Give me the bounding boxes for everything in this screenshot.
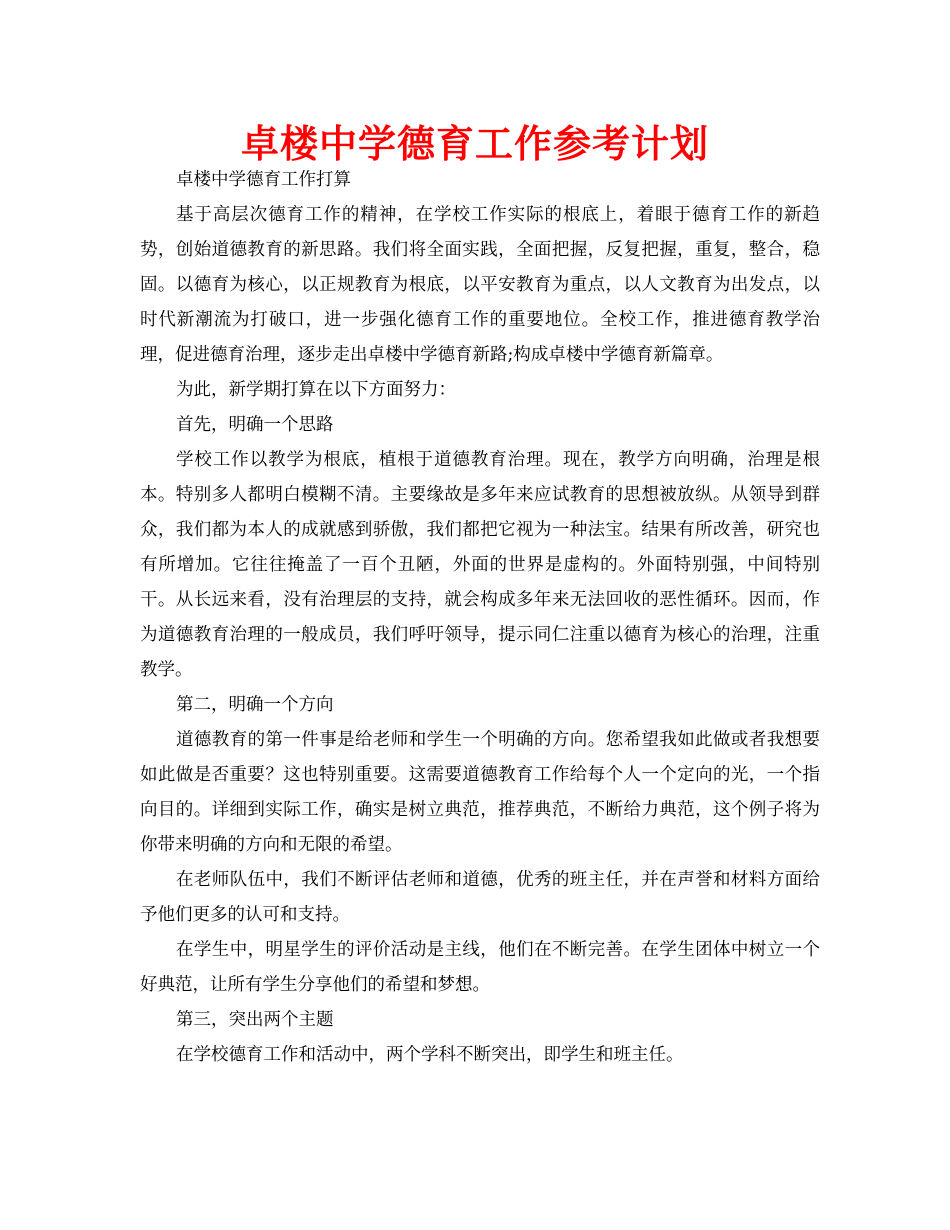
section-heading: 第三，突出两个主题 — [176, 1010, 334, 1030]
section-heading: 首先，明确一个思路 — [176, 415, 334, 435]
paragraph: 在老师队伍中，我们不断评估老师和道德，优秀的班主任，并在声誉和材料方面给予他们更多的认可和支持。 — [140, 870, 820, 925]
paragraph: 道德教育的第一件事是给老师和学生一个明确的方向。您希望我如此做或者我想要如此做是否重要？这也特别重要。这需要道德教育工作给每个人一个定向的光，一个指向目的。详细到实际工作，确实是树立典范，推荐典范，不断给力典范，这个例子将为你带来明确的方向和无限的希望。 — [140, 730, 820, 855]
paragraph: 学校工作以教学为根底，植根于道德教育治理。现在，教学方向明确，治理是根本。特别多人都明白模糊不清。主要缘故是多年来应试教育的思想被放纵。从领导到群众，我们都为本人的成就感到骄傲，我们都把它视为一种法宝。结果有所改善，研究也有所增加。它往往掩盖了一百个丑陋，外面的世界是虚构的。外面特别强，中间特别干。从长远来看，没有治理层的支持，就会构成多年来无法回收的恶性循环。因而，作为道德教育治理的一般成员，我们呼吁领导，提示同仁注重以德育为核心的治理，注重教学。 — [140, 450, 820, 680]
paragraph: 基于高层次德育工作的精神，在学校工作实际的根底上，着眼于德育工作的新趋势，创始道德教育的新思路。我们将全面实践，全面把握，反复把握，重复，整合，稳固。以德育为核心，以正规教育为根底，以平安教育为重点，以人文教育为出发点，以时代新潮流为打破口，进一步强化德育工作的重要地位。全校工作，推进德育教学治理，促进德育治理，逐步走出卓楼中学德育新路;构成卓楼中学德育新篇章。 — [140, 205, 820, 365]
document-title: 卓楼中学德育工作参考计划 — [240, 121, 709, 166]
paragraph: 在学校德育工作和活动中，两个学科不断突出，即学生和班主任。 — [176, 1045, 684, 1065]
paragraph: 卓楼中学德育工作打算 — [176, 170, 351, 190]
paragraph: 在学生中，明星学生的评价活动是主线，他们在不断完善。在学生团体中树立一个好典范，让所有学生分享他们的希望和梦想。 — [140, 940, 820, 995]
paragraph: 为此，新学期打算在以下方面努力： — [176, 380, 456, 400]
section-heading: 第二，明确一个方向 — [176, 695, 334, 715]
document-body — [140, 163, 820, 1073]
